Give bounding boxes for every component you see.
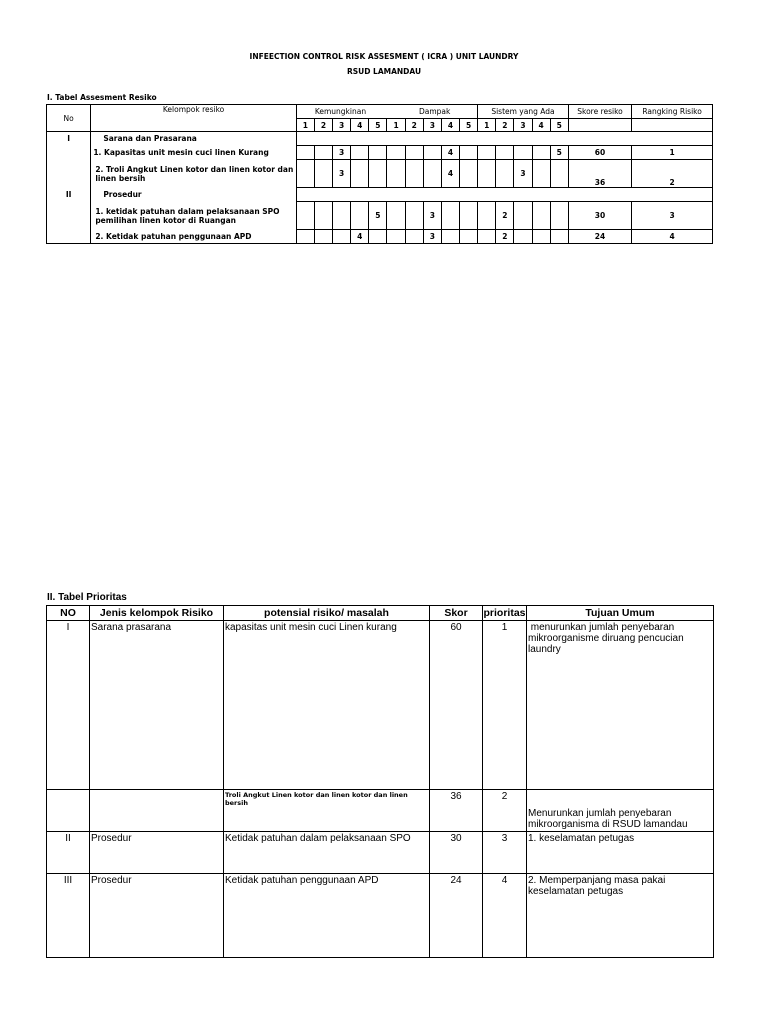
risk-label: 1. ketidak patuhan dalam pelaksanaan SPO pemilihan linen kotor di Ruangan <box>91 202 297 230</box>
sistem-value: 2 <box>496 202 514 230</box>
header-skor: Skor <box>430 606 483 621</box>
scale-cell: 5 <box>459 119 477 132</box>
scale-cell: 2 <box>314 119 332 132</box>
group-row-sarana <box>47 132 713 146</box>
row-jenis <box>90 790 224 832</box>
header-potensial: potensial risiko/ masalah <box>224 606 430 621</box>
row-prioritas: 2 <box>483 790 527 832</box>
rangking-value: 1 <box>632 146 713 160</box>
document-title: INFEECTION CONTROL RISK ASSESMENT ( ICRA ) UNIT LAUNDRY <box>249 52 519 61</box>
row-no: I <box>47 621 90 790</box>
skore-value: 24 <box>568 230 631 244</box>
row-prioritas: 3 <box>483 832 527 874</box>
header-kemungkinan: Kemungkinan <box>296 105 387 119</box>
risk-row <box>47 230 713 244</box>
row-prioritas: 4 <box>483 874 527 958</box>
sistem-value: 5 <box>550 146 568 160</box>
header-row <box>47 105 713 119</box>
rangking-value: 3 <box>632 202 713 230</box>
header-rangking: Rangking Risiko <box>632 105 713 119</box>
scale-cell: 4 <box>351 119 369 132</box>
header-dampak: Dampak <box>387 105 478 119</box>
kemungkinan-value: 4 <box>351 230 369 244</box>
header-no: No <box>47 105 91 132</box>
risk-row <box>47 202 713 230</box>
row-potensial: Troli Angkut Linen kotor dan linen kotor dan linen bersih <box>224 790 430 832</box>
skore-value: 30 <box>568 202 631 230</box>
scale-cell: 3 <box>333 119 351 132</box>
row-no <box>47 790 90 832</box>
header-prioritas: prioritas <box>483 607 526 619</box>
header-no: NO <box>47 606 90 621</box>
rangking-value: 4 <box>632 230 713 244</box>
header-tujuan: Tujuan Umum <box>527 606 714 621</box>
document-subtitle: RSUD LAMANDAU <box>346 67 422 76</box>
row-tujuan: 1. keselamatan petugas <box>527 832 714 874</box>
scale-cell: 1 <box>478 119 496 132</box>
row-skor: 60 <box>430 621 483 790</box>
row-no: III <box>47 874 90 958</box>
row-potensial: Ketidak patuhan penggunaan APD <box>224 874 430 958</box>
table-row <box>47 874 714 958</box>
skore-value: 60 <box>568 146 631 160</box>
risk-row <box>47 146 713 160</box>
table-row <box>47 621 714 790</box>
section-title-prioritas: II. Tabel Prioritas <box>47 592 127 603</box>
group-row-prosedur <box>47 188 713 202</box>
scale-cell: 3 <box>514 119 532 132</box>
scale-cell: 2 <box>405 119 423 132</box>
row-skor: 30 <box>430 832 483 874</box>
scale-cell: 2 <box>496 119 514 132</box>
group-no: I <box>47 132 91 146</box>
scale-cell: 1 <box>296 119 314 132</box>
row-potensial: kapasitas unit mesin cuci Linen kurang <box>224 621 430 790</box>
row-tujuan: menurunkan jumlah penyebaran mikroorganisme diruang pencucian laundry <box>527 621 714 790</box>
row-skor: 36 <box>430 790 483 832</box>
prioritas-table <box>46 605 714 958</box>
sistem-value: 2 <box>496 230 514 244</box>
assesment-table <box>46 104 713 244</box>
row-prioritas: 1 <box>483 621 527 790</box>
group-no: II <box>47 188 91 202</box>
rangking-value: 2 <box>632 160 713 188</box>
kemungkinan-value: 5 <box>369 202 387 230</box>
table-row <box>47 832 714 874</box>
section-title-assesment: I. Tabel Assesment Resiko <box>47 93 157 102</box>
header-row <box>47 606 714 621</box>
scale-cell: 5 <box>550 119 568 132</box>
scale-cell: 4 <box>532 119 550 132</box>
group-label: Sarana dan Prasarana <box>91 132 297 146</box>
row-jenis: Prosedur <box>90 874 224 958</box>
row-potensial: Ketidak patuhan dalam pelaksanaan SPO <box>224 832 430 874</box>
row-jenis: Sarana prasarana <box>90 621 224 790</box>
row-skor: 24 <box>430 874 483 958</box>
skore-value: 36 <box>568 160 631 188</box>
risk-label: 1. Kapasitas unit mesin cuci linen Kurang <box>91 146 297 160</box>
kemungkinan-value: 3 <box>333 160 351 188</box>
group-label: Prosedur <box>91 188 297 202</box>
scale-cell: 1 <box>387 119 405 132</box>
header-sistem: Sistem yang Ada <box>478 105 569 119</box>
dampak-value: 4 <box>441 146 459 160</box>
scale-cell: 4 <box>441 119 459 132</box>
sistem-value: 3 <box>514 160 532 188</box>
dampak-value: 4 <box>441 160 459 188</box>
scale-cell: 5 <box>369 119 387 132</box>
scale-cell: 3 <box>423 119 441 132</box>
row-tujuan: Menurunkan jumlah penyebaran mikroorganisma di RSUD lamandau <box>527 790 714 832</box>
table-row <box>47 790 714 832</box>
risk-label: 2. Ketidak patuhan penggunaan APD <box>91 230 297 244</box>
risk-label: 2. Troli Angkut Linen kotor dan linen kotor dan linen bersih <box>91 160 297 188</box>
row-tujuan: 2. Memperpanjang masa pakai keselamatan petugas <box>527 874 714 958</box>
header-jenis: Jenis kelompok Risiko <box>90 606 224 621</box>
risk-row <box>47 160 713 188</box>
dampak-value: 3 <box>423 202 441 230</box>
kemungkinan-value: 3 <box>333 146 351 160</box>
row-no: II <box>47 832 90 874</box>
dampak-value: 3 <box>423 230 441 244</box>
header-kelompok: Kelompok resiko <box>91 105 297 132</box>
header-skore: Skore resiko <box>568 105 631 119</box>
row-jenis: Prosedur <box>90 832 224 874</box>
